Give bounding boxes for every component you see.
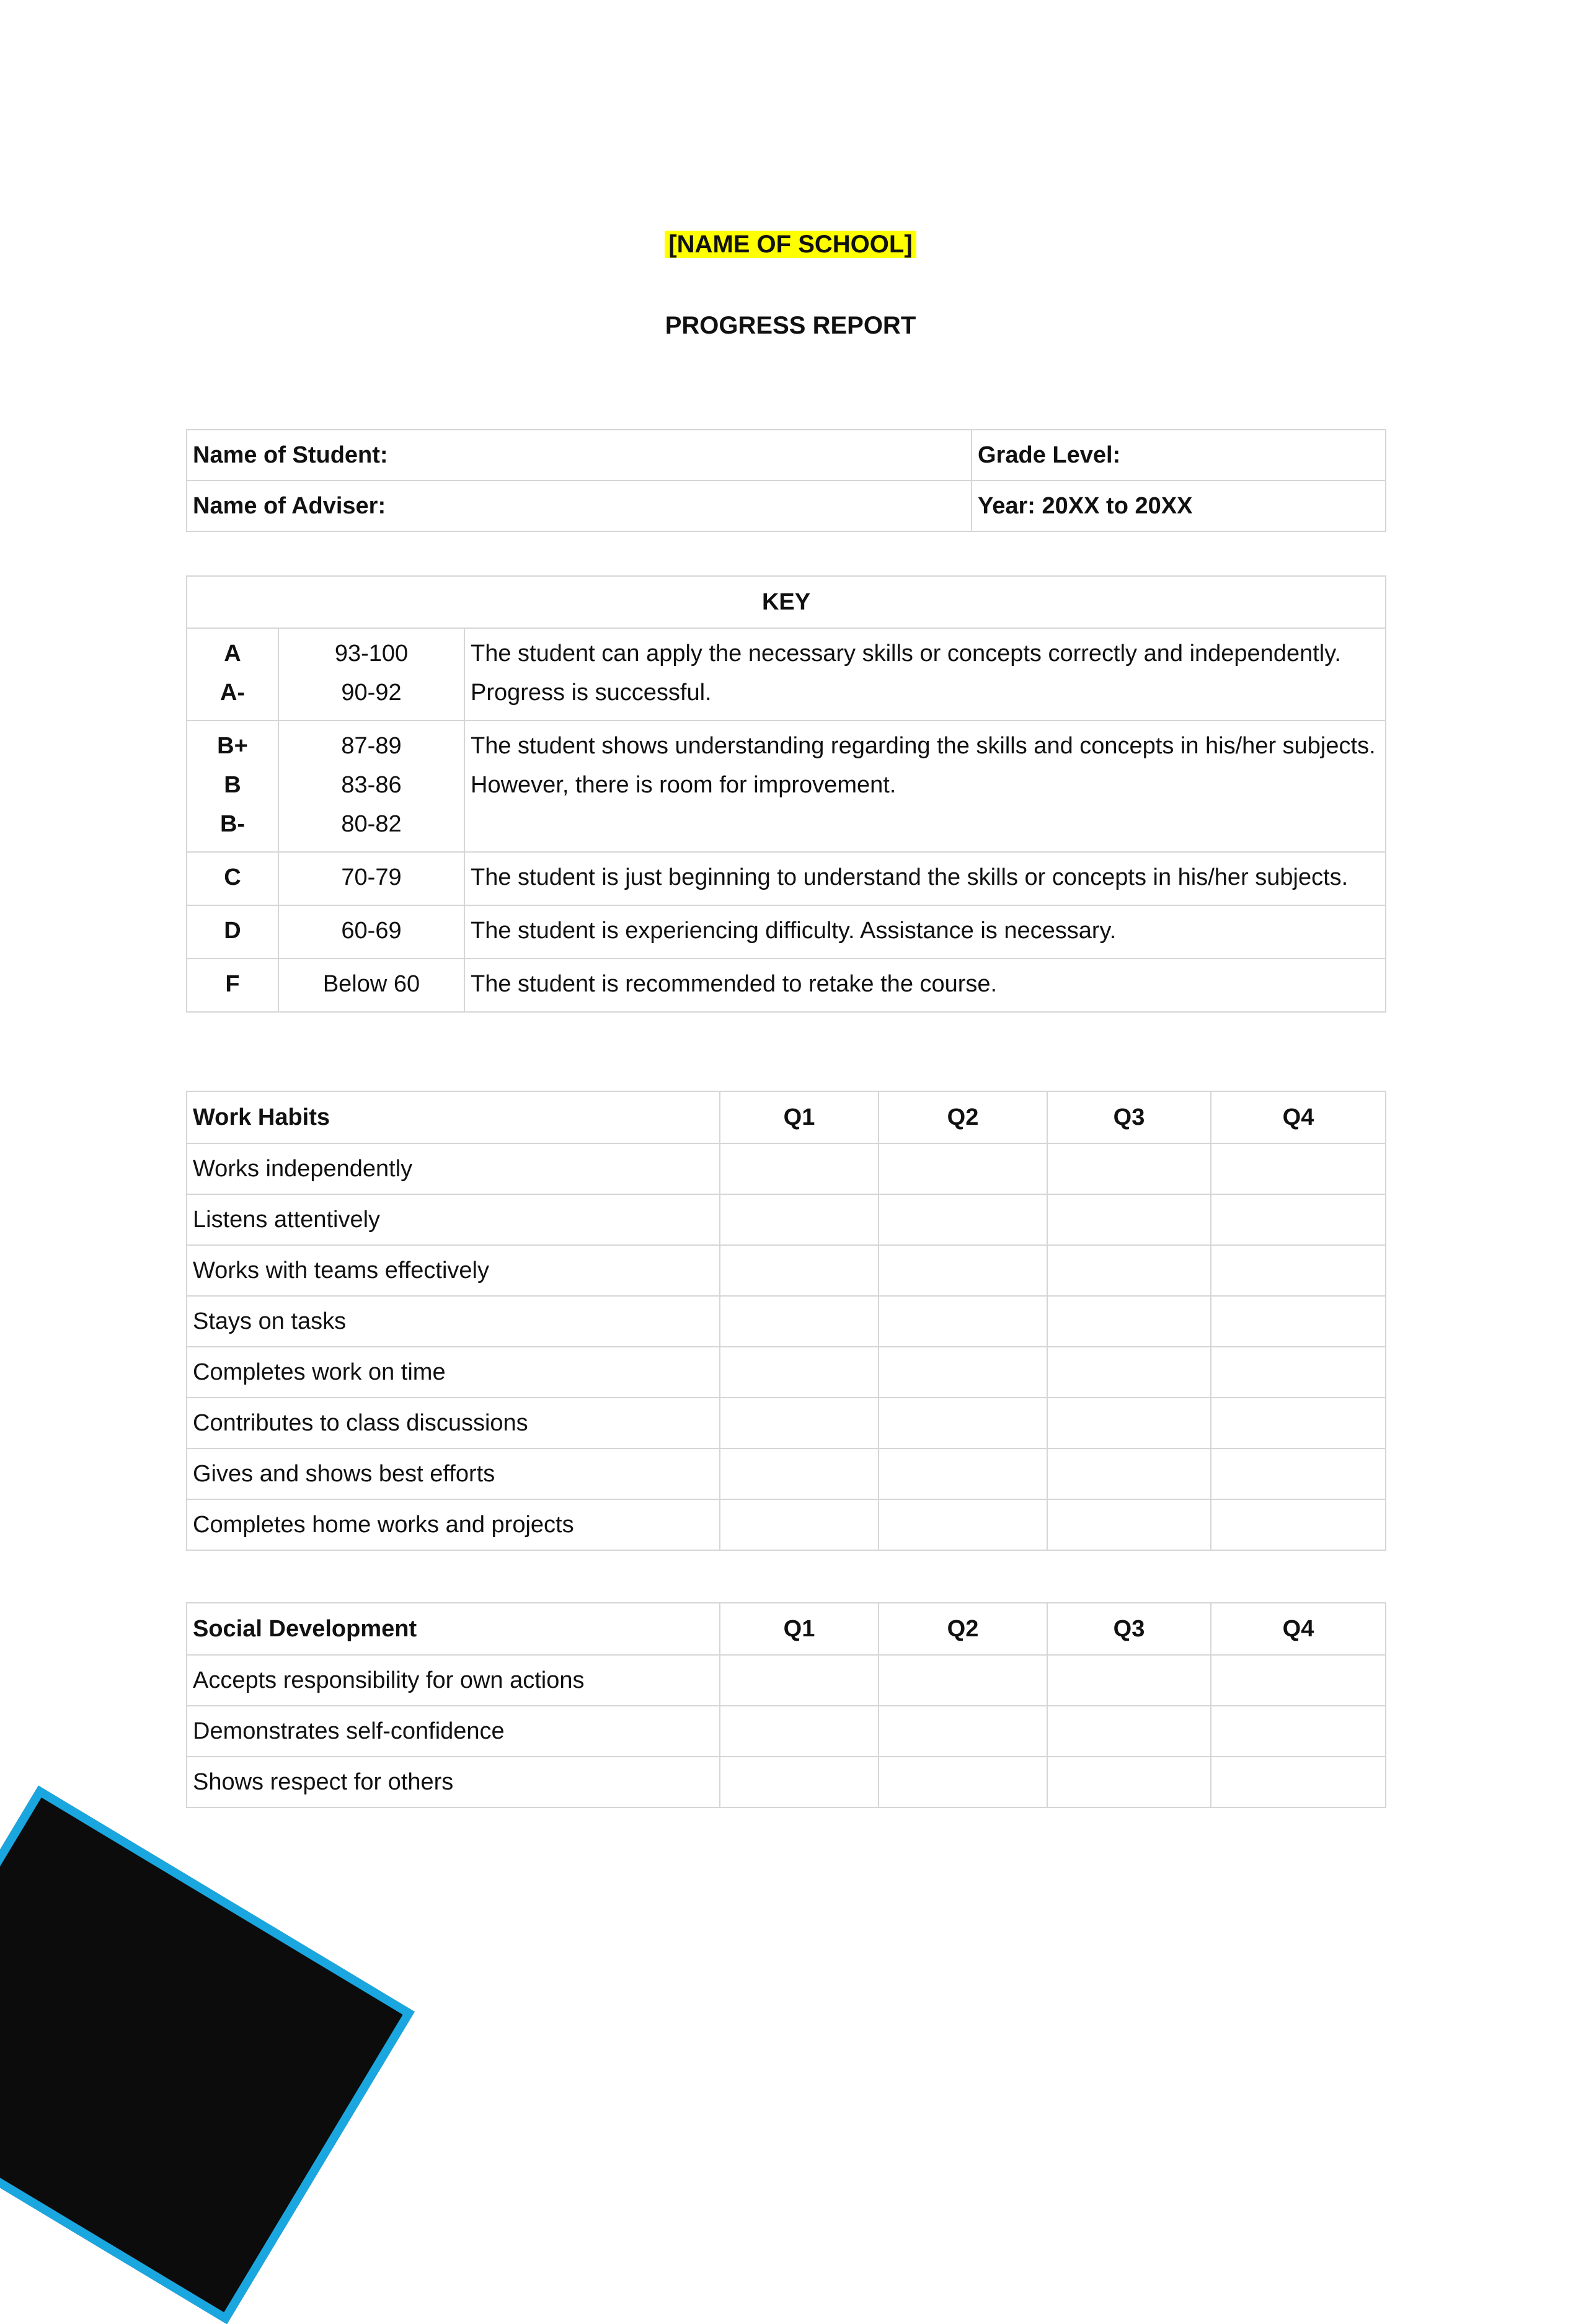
q3-cell[interactable] <box>1047 1143 1211 1194</box>
q1-cell[interactable] <box>720 1245 879 1296</box>
table-row <box>187 1706 1386 1757</box>
q1-cell[interactable] <box>720 1398 879 1448</box>
habit-label: Contributes to class discussions <box>187 1398 720 1448</box>
q2-cell[interactable] <box>879 1757 1047 1807</box>
q3-cell[interactable] <box>1047 1757 1211 1807</box>
adviser-name-field[interactable]: Name of Adviser: <box>187 481 972 531</box>
q4-cell[interactable] <box>1211 1245 1386 1296</box>
q2-cell[interactable] <box>879 1448 1047 1499</box>
q4-cell[interactable] <box>1211 1706 1386 1757</box>
quarter-header-q4: Q4 <box>1211 1091 1386 1143</box>
q1-cell[interactable] <box>720 1499 879 1550</box>
student-name-field[interactable]: Name of Student: <box>187 430 972 481</box>
table-row <box>187 1143 1386 1194</box>
quarter-header-q2: Q2 <box>879 1091 1047 1143</box>
student-info-table <box>186 429 1386 532</box>
key-grades: B+ B B- <box>187 721 278 852</box>
q4-cell[interactable] <box>1211 1347 1386 1398</box>
q1-cell[interactable] <box>720 1296 879 1347</box>
habit-label: Works independently <box>187 1143 720 1194</box>
q3-cell[interactable] <box>1047 1499 1211 1550</box>
q4-cell[interactable] <box>1211 1143 1386 1194</box>
q1-cell[interactable] <box>720 1194 879 1245</box>
table-row <box>187 1757 1386 1807</box>
q3-cell[interactable] <box>1047 1194 1211 1245</box>
habit-label: Listens attentively <box>187 1194 720 1245</box>
school-name <box>0 224 1581 264</box>
table-row <box>187 1398 1386 1448</box>
q2-cell[interactable] <box>879 1706 1047 1757</box>
habit-label: Completes home works and projects <box>187 1499 720 1550</box>
q3-cell[interactable] <box>1047 1398 1211 1448</box>
habit-label: Completes work on time <box>187 1347 720 1398</box>
key-description: The student is experiencing difficulty. Assistance is necessary. <box>464 905 1386 959</box>
key-grades: D <box>187 905 278 959</box>
adviser-row <box>187 481 1386 531</box>
social-header-row <box>187 1603 1386 1655</box>
key-row <box>187 959 1386 1012</box>
q4-cell[interactable] <box>1211 1398 1386 1448</box>
q2-cell[interactable] <box>879 1499 1047 1550</box>
key-row <box>187 628 1386 721</box>
student-row <box>187 430 1386 481</box>
q3-cell[interactable] <box>1047 1347 1211 1398</box>
key-description: The student is recommended to retake the course. <box>464 959 1386 1012</box>
q3-cell[interactable] <box>1047 1655 1211 1706</box>
q4-cell[interactable] <box>1211 1448 1386 1499</box>
key-title: KEY <box>187 576 1386 628</box>
key-grades: C <box>187 852 278 905</box>
q1-cell[interactable] <box>720 1655 879 1706</box>
q2-cell[interactable] <box>879 1296 1047 1347</box>
habit-label: Works with teams effectively <box>187 1245 720 1296</box>
q2-cell[interactable] <box>879 1347 1047 1398</box>
q2-cell[interactable] <box>879 1143 1047 1194</box>
key-ranges: Below 60 <box>278 959 464 1012</box>
habit-label: Gives and shows best efforts <box>187 1448 720 1499</box>
social-label: Shows respect for others <box>187 1757 720 1807</box>
key-grades: A A- <box>187 628 278 721</box>
table-row <box>187 1245 1386 1296</box>
table-row <box>187 1347 1386 1398</box>
q4-cell[interactable] <box>1211 1757 1386 1807</box>
report-title: PROGRESS REPORT <box>665 312 916 339</box>
q2-cell[interactable] <box>879 1655 1047 1706</box>
q1-cell[interactable] <box>720 1448 879 1499</box>
quarter-header-q3: Q3 <box>1047 1091 1211 1143</box>
q2-cell[interactable] <box>879 1245 1047 1296</box>
table-row <box>187 1655 1386 1706</box>
q4-cell[interactable] <box>1211 1655 1386 1706</box>
social-development-table <box>186 1602 1386 1808</box>
quarter-header-q1: Q1 <box>720 1091 879 1143</box>
key-row <box>187 852 1386 905</box>
social-development-heading: Social Development <box>187 1603 720 1655</box>
q4-cell[interactable] <box>1211 1499 1386 1550</box>
grade-level-field[interactable]: Grade Level: <box>972 430 1386 481</box>
key-description: The student can apply the necessary skills or concepts correctly and independently. Progress is successful. <box>464 628 1386 721</box>
table-row <box>187 1448 1386 1499</box>
key-header-row <box>187 576 1386 628</box>
q3-cell[interactable] <box>1047 1448 1211 1499</box>
table-row <box>187 1499 1386 1550</box>
q1-cell[interactable] <box>720 1706 879 1757</box>
grading-key-table <box>186 575 1386 1013</box>
habit-label: Stays on tasks <box>187 1296 720 1347</box>
key-ranges: 87-89 83-86 80-82 <box>278 721 464 852</box>
q3-cell[interactable] <box>1047 1245 1211 1296</box>
table-row <box>187 1296 1386 1347</box>
work-habits-heading: Work Habits <box>187 1091 720 1143</box>
quarter-header-q4: Q4 <box>1211 1603 1386 1655</box>
key-ranges: 60-69 <box>278 905 464 959</box>
key-row <box>187 905 1386 959</box>
key-description: The student shows understanding regarding the skills and concepts in his/her subjects. However, there is room for improvement. <box>464 721 1386 852</box>
social-label: Accepts responsibility for own actions <box>187 1655 720 1706</box>
key-row <box>187 721 1386 852</box>
q1-cell[interactable] <box>720 1143 879 1194</box>
key-grades: F <box>187 959 278 1012</box>
q4-cell[interactable] <box>1211 1194 1386 1245</box>
q3-cell[interactable] <box>1047 1296 1211 1347</box>
work-habits-header-row <box>187 1091 1386 1143</box>
q1-cell[interactable] <box>720 1347 879 1398</box>
table-row <box>187 1194 1386 1245</box>
q4-cell[interactable] <box>1211 1296 1386 1347</box>
quarter-header-q1: Q1 <box>720 1603 879 1655</box>
corner-decoration <box>0 1786 415 2324</box>
quarter-header-q3: Q3 <box>1047 1603 1211 1655</box>
school-name-text: [NAME OF SCHOOL] <box>665 231 916 258</box>
social-label: Demonstrates self-confidence <box>187 1706 720 1757</box>
work-habits-table <box>186 1091 1386 1551</box>
year-field[interactable]: Year: 20XX to 20XX <box>972 481 1386 531</box>
q2-cell[interactable] <box>879 1398 1047 1448</box>
q1-cell[interactable] <box>720 1757 879 1807</box>
q3-cell[interactable] <box>1047 1706 1211 1757</box>
quarter-header-q2: Q2 <box>879 1603 1047 1655</box>
key-description: The student is just beginning to understand the skills or concepts in his/her subjects. <box>464 852 1386 905</box>
key-ranges: 70-79 <box>278 852 464 905</box>
key-ranges: 93-100 90-92 <box>278 628 464 721</box>
q2-cell[interactable] <box>879 1194 1047 1245</box>
